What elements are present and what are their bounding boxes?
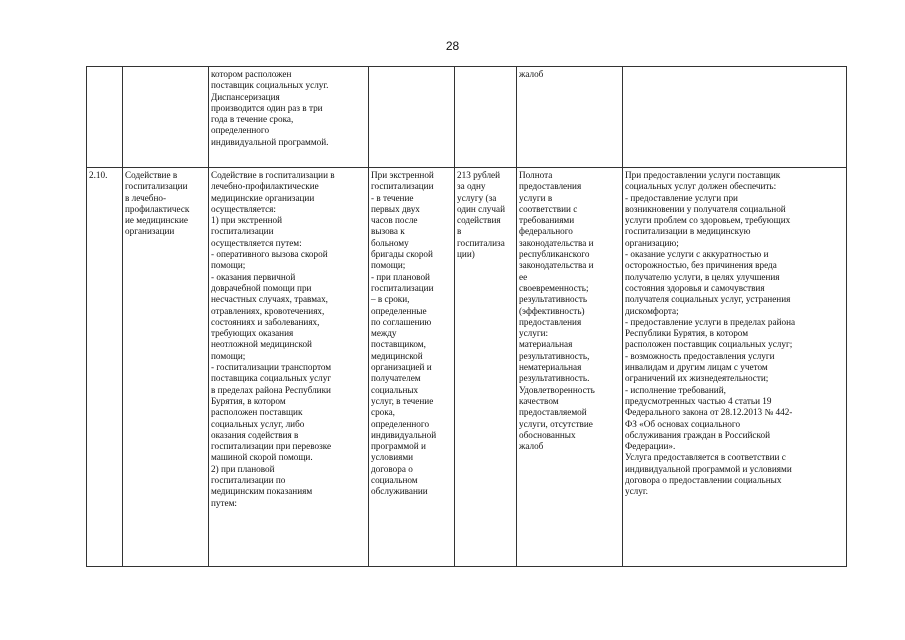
cell-service-name [123,67,209,168]
page-number: 28 [445,39,460,53]
cell-text: 213 рублей за одну услугу (за один случай содействия в госпитализа ции) [457,170,506,260]
cell-conditions [623,168,847,567]
cell-text: Содействие в госпитализации в лечебно-профилактические медицинские организации осуществляется: 1) при экстренной госпитализации осуществляется путем: - оперативного вызова скорой помощи; - оказания первичной доврачебной помощи при несчастных случаях, травмах, отравлениях, кровотечениях, состояниях и заболеваниях, требующих оказания неотложной медицинской помощи; - госпитализации транспортом поставщика социальных услуг в пределах района Республики Бурятия, в котором расположен поставщик социальных услуг, либо оказания содействия в госпитализации при перевозке машиной скорой помощи. 2) при плановой госпитализации по медицинским показаниям путем: [211,170,335,508]
cell-indicators [517,168,623,567]
cell-timing [369,67,455,168]
cell-service-name [123,168,209,567]
cell-text: При предоставлении услуги поставщик социальных услуг должен обеспечить: - предоставление услуги при возникновении у получателя социальной услуги проблем со здоровьем, требующих госпитализации в медицинскую организацию; - оказание услуги с аккуратностью и осторожностью, без причинения вреда получателю услуги, в целях улучшения состояния здоровья и самочувствия получателя социальных услуг, устранения дискомфорта; - предоставление услуги в пределах района Республики Бурятия, в котором расположен поставщик социальных услуг; - возможность предоставления услуги инвалидам и другим лицам с учетом ограничений их жизнедеятельности; - исполнение требований, предусмотренных частью 4 статьи 19 Федерального закона от 28.12.2013 № 442- ФЗ «Об основах социального обслуживания граждан в Российской Федерации». Услуга предоставляется в соответствии с индивидуальной программой и условиями договора о предоставлении социальных услуг. [625,170,796,497]
cell-text: котором расположен поставщик социальных услуг. Диспансеризация производится один раз в три года в течение срока, определенного индивидуальной программой. [211,69,329,147]
cell-text: Полнота предоставления услуги в соответствии с требованиями федерального законодательства и республиканского законодательства и ее своевременность; результативность (эффективность) предоставления услуги: материальная результативность, нематериальная результативность. Удовлетворенность качеством предоставляемой услуги, отсутствие обоснованных жалоб [519,170,595,452]
cell-description [209,168,369,567]
cell-cost [455,67,517,168]
cell-text: 2.10. [89,170,108,180]
cell-text: При экстренной госпитализации - в течение первых двух часов после вызова к больному бригады скорой помощи; - при плановой госпитализации – в сроки, определенные по соглашению между поставщиком, медицинской организацией и получателем социальных услуг, в течение срока, определенного индивидуальной программой и условиями договора о социальном обслуживании [371,170,437,497]
cell-cost [455,168,517,567]
cell-description [209,67,369,168]
cell-number [87,168,123,567]
cell-indicators [517,67,623,168]
cell-text: жалоб [519,69,544,79]
table-row [87,67,847,168]
cell-number [87,67,123,168]
services-table [86,66,847,567]
cell-conditions [623,67,847,168]
cell-timing [369,168,455,567]
table-row [87,168,847,567]
cell-text: Содействие в госпитализации в лечебно- профилактическ ие медицинские организации [125,170,190,237]
